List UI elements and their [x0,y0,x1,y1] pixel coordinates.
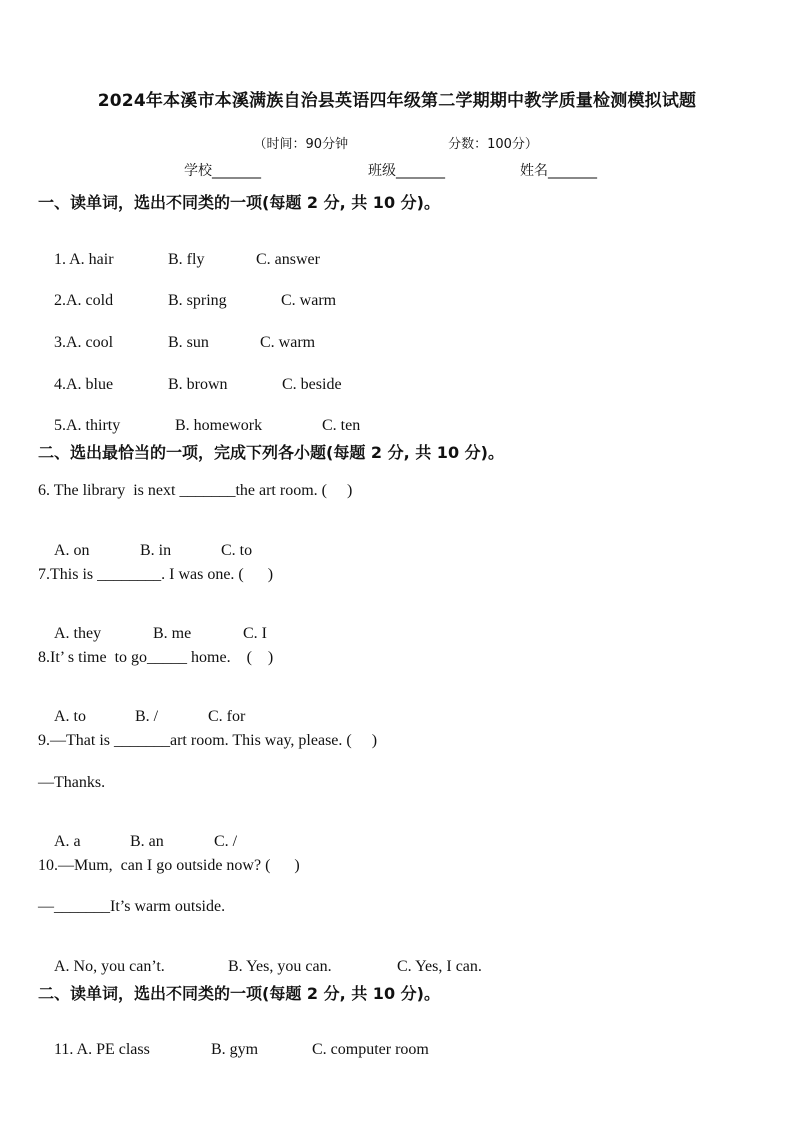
option-c: C. computer room [312,1041,429,1058]
question-9-stem: 9.—That is _______art room. This way, please. ( ) [38,732,378,749]
option-b: B. spring [168,292,227,309]
option-c: C. warm [260,334,316,351]
option-c: C. I [243,625,267,642]
option-a: A. they [54,625,102,642]
score-info: 分数：100分） [448,137,538,152]
option-c: C. warm [281,292,337,309]
question-11 [38,1023,429,1077]
option-b: B. in [140,542,172,559]
option-c: C. for [208,708,246,725]
option-c: C. to [221,542,253,559]
option-b: B. fly [168,251,205,268]
option-a: 5.A. thirty [54,417,121,434]
option-a: 3.A. cool [54,334,114,351]
option-c: C. answer [256,251,320,268]
name-field: 姓名_______ [520,163,597,179]
question-6-stem: 6. The library is next _______the art room. ( ) [38,482,353,499]
option-a: A. a [54,833,81,850]
question-8-stem: 8.It’ s time to go_____ home. ( ) [38,649,274,666]
class-field: 班级_______ [368,163,445,179]
option-b: B. / [135,708,159,725]
question-7-stem: 7.This is ________. I was one. ( ) [38,566,274,583]
option-b: B. Yes, you can. [228,958,332,975]
question-10-reply: —_______It’s warm outside. [38,898,226,915]
option-c: C. / [214,833,238,850]
option-c: C. beside [282,376,342,393]
page-title: 2024年本溪市本溪满族自治县英语四年级第二学期期中教学质量检测模拟试题 [97,91,697,111]
option-a: 4.A. blue [54,376,114,393]
section-heading-1: 一、读单词，选出不同类的一项(每题 2 分, 共 10 分)。 [38,193,440,212]
option-a: 11. A. PE class [54,1041,150,1058]
question-10-stem: 10.—Mum, can I go outside now? ( ) [38,857,300,874]
exam-info [237,118,794,167]
option-b: B. homework [175,417,263,434]
option-c: C. ten [322,417,361,434]
option-a: A. No, you can’t. [54,958,165,975]
option-b: B. gym [211,1041,259,1058]
option-b: B. brown [168,376,228,393]
section-heading-3: 二、读单词，选出不同类的一项(每题 2 分, 共 10 分)。 [38,984,440,1003]
option-a: A. on [54,542,90,559]
option-b: B. sun [168,334,209,351]
school-field: 学校_______ [184,163,261,179]
question-9-reply: —Thanks. [38,774,106,791]
option-a: 2.A. cold [54,292,114,309]
option-a: A. to [54,708,86,725]
option-a: 1. A. hair [54,251,114,268]
time-info: （时间：90分钟 [253,137,349,152]
option-b: B. an [130,833,164,850]
section-heading-2: 二、选出最恰当的一项，完成下列各小题(每题 2 分, 共 10 分)。 [38,443,504,462]
option-b: B. me [153,625,192,642]
option-c: C. Yes, I can. [397,958,482,975]
